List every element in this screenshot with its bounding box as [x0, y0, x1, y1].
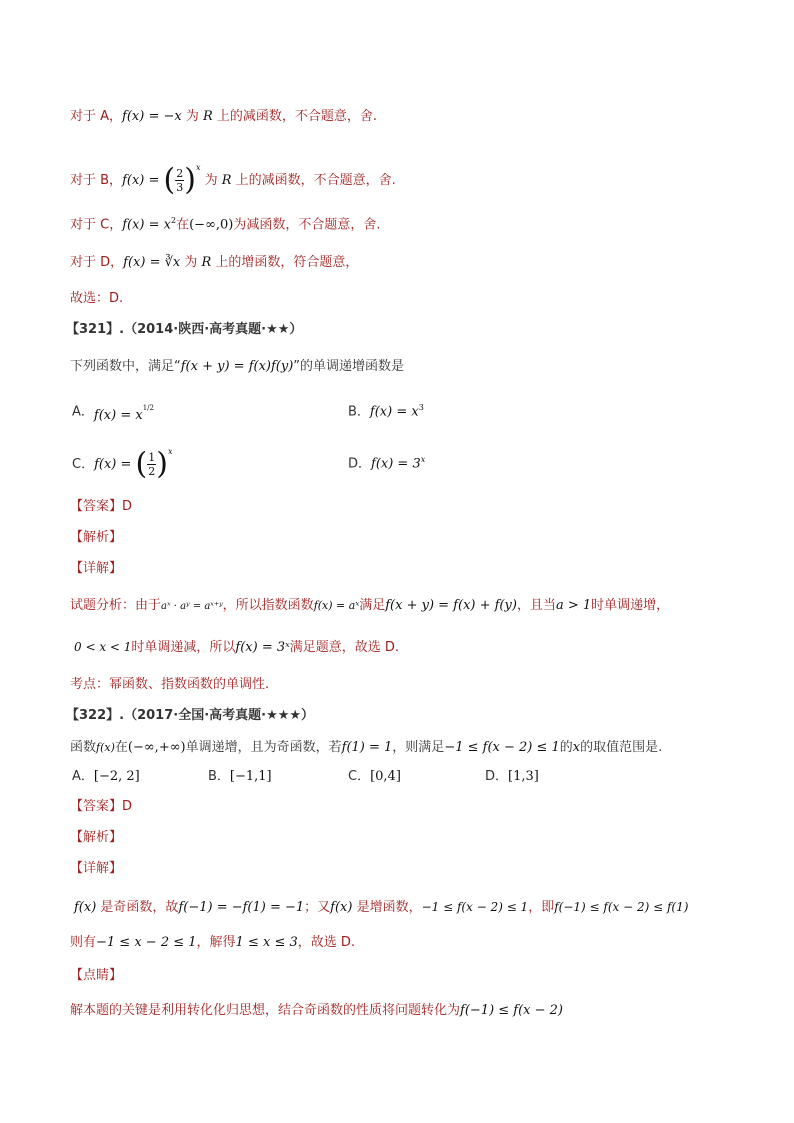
option-321-d: D．$f(x) = 3^x$ — [348, 455, 426, 472]
option-321-b: B．$f(x) = x^3$ — [348, 403, 424, 420]
option-322-c: C．[0,4] — [348, 769, 401, 784]
answer-321: 【答案】D — [70, 499, 133, 514]
solution-line-d: 对于 D，f(x) = ∛x 为 R 上的增函数，符合题意， — [70, 255, 359, 270]
kaodian-321: 考点：幂函数、指数函数的单调性. — [70, 677, 270, 692]
solution-322-line1: f(x) 是奇函数，故f(−1) = −f(1) = −1；又f(x) 是增函数，−1 ≤ f(x − 2) ≤ 1，即f(−1) ≤ f(x − 2) ≤ f(1) — [74, 900, 689, 915]
solution-321-line1: 试题分析：由于aˣ · aʸ = aˣ⁺ʸ，所以指数函数f(x) = aˣ满足f(x + y) = f(x) + f(y)，且当a > 1时单调递增， — [70, 598, 670, 613]
option-322-a: A．[−2, 2] — [72, 769, 140, 784]
option-322-b: B．[−1,1] — [208, 769, 272, 784]
answer-322: 【答案】D — [70, 799, 133, 814]
fraction-two-thirds: $\frac{2}{3}$ — [176, 167, 184, 194]
analysis-321: 【解析】 — [70, 530, 123, 545]
option-321-c: C．f(x) = ( $\frac{1}{2}$ )$^x$ — [72, 446, 173, 482]
option-322-d: D．[1,3] — [485, 769, 539, 784]
fraction-one-half: $\frac{1}{2}$ — [148, 451, 156, 478]
dianjing-322: 【点睛】 — [70, 968, 123, 983]
analysis-322: 【解析】 — [70, 830, 123, 845]
solution-322-line2: 则有−1 ≤ x − 2 ≤ 1，解得1 ≤ x ≤ 3，故选 D. — [70, 935, 356, 950]
solution-321-line2: 0 < x < 1时单调递减，所以f(x) = 3ˣ满足题意，故选 D. — [74, 640, 400, 655]
question-322-header: 【322】.（2017·全国·高考真题·★★★） — [66, 708, 315, 723]
question-321-header: 【321】.（2014·陕西·高考真题·★★） — [66, 322, 303, 337]
detail-322: 【详解】 — [70, 861, 123, 876]
detail-321: 【详解】 — [70, 561, 123, 576]
solution-line-a: 对于 A，f(x) = −x 为 R 上的减函数，不合题意，舍. — [70, 109, 378, 124]
question-322-stem: 函数f(x)在(−∞,+∞)单调递增，且为奇函数，若f(1) = 1，则满足−1 ≤ f(x − 2) ≤ 1的x的取值范围是. — [70, 740, 663, 755]
solution-line-c: 对于 C，$f(x) = x^2$在(−∞,0)为减函数，不合题意，舍. — [70, 216, 381, 233]
option-321-a: A．$f(x) = x^{1/2}$ — [72, 404, 154, 424]
note-322: 解本题的关键是利用转化化归思想，结合奇函数的性质将问题转化为f(−1) ≤ f(x − 2) — [70, 1003, 564, 1018]
solution-line-b: 对于 B，f(x) = ( $\frac{2}{3}$ )$^x$ 为 R 上的减函数，不合题意，舍. — [70, 162, 396, 198]
choose-d: 故选：D. — [70, 291, 124, 306]
question-321-stem: 下列函数中，满足“f(x + y) = f(x)f(y)”的单调递增函数是 — [70, 359, 405, 374]
